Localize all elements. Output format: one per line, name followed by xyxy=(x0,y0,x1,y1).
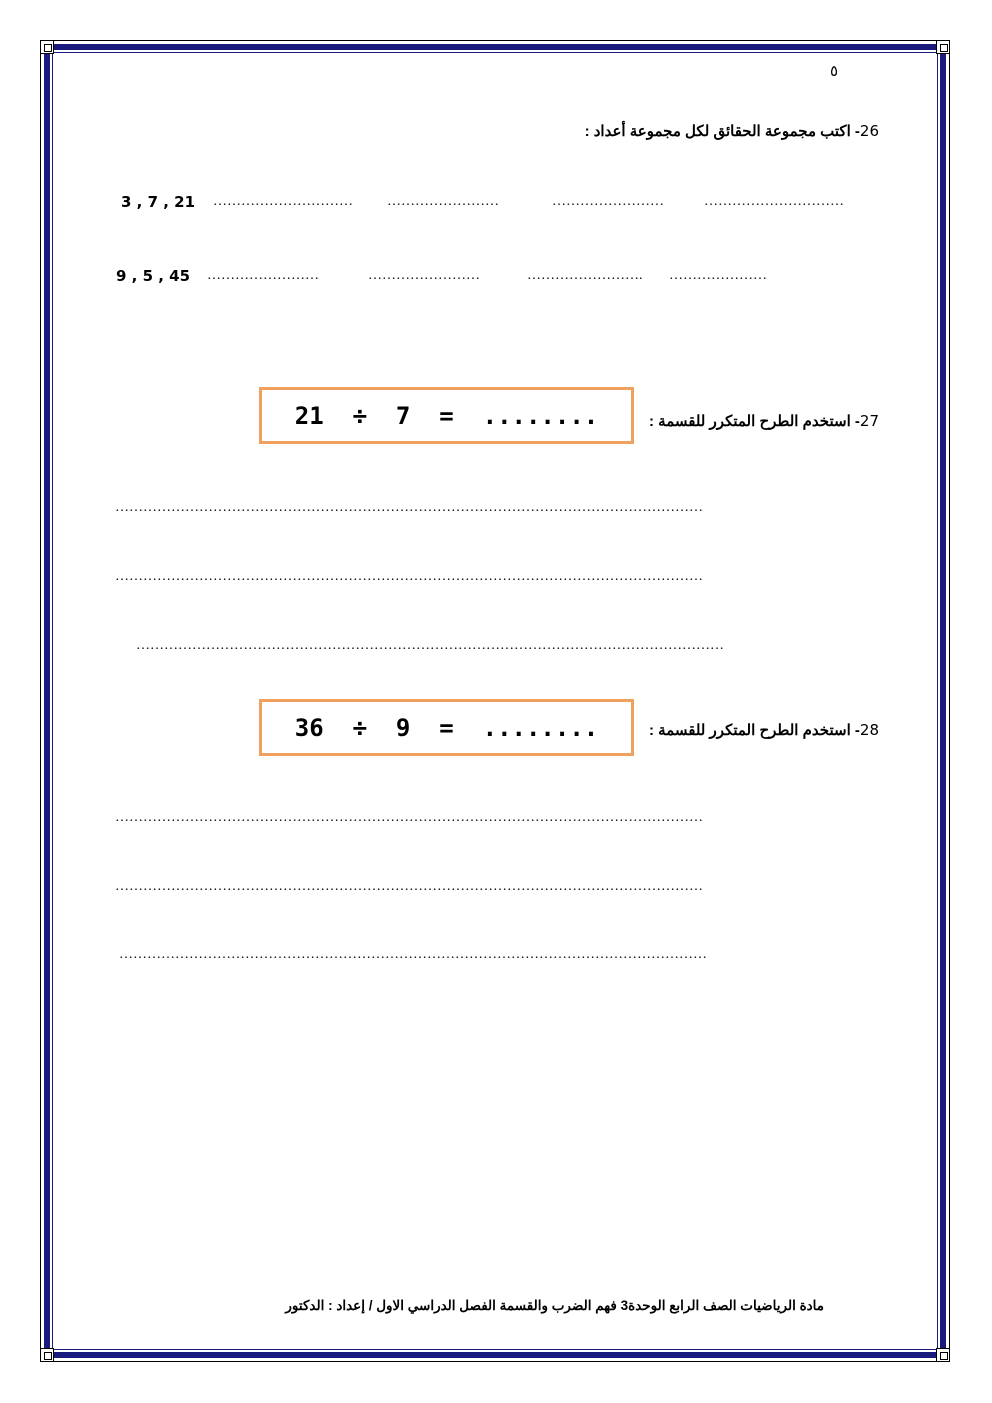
question-number: 27 xyxy=(859,412,879,430)
answer-blank[interactable]: ………………………… xyxy=(213,194,353,209)
equation: 21 ÷ 7 = ........ xyxy=(294,401,599,430)
corner-ornament xyxy=(936,40,950,54)
question-27-title: 27- استخدم الطرح المتكرر للقسمة : xyxy=(649,412,879,430)
answer-blank[interactable]: ……………………. xyxy=(527,268,643,283)
answer-line[interactable]: ……………………………………………………………………………………………………………… xyxy=(115,569,703,584)
answer-blank[interactable]: …………………… xyxy=(387,194,499,209)
answer-blank[interactable]: …………………… xyxy=(207,268,319,283)
question-number: 28 xyxy=(859,721,879,739)
question-text: استخدم الطرح المتكرر للقسمة : xyxy=(649,413,851,430)
answer-blank[interactable]: …………………… xyxy=(552,194,664,209)
answer-line[interactable]: ……………………………………………………………………………………………………………… xyxy=(119,947,707,962)
question-number: 26 xyxy=(859,122,879,140)
answer-line[interactable]: ……………………………………………………………………………………………………………… xyxy=(115,500,703,515)
number-set-2: 9 , 5 , 45 xyxy=(116,267,191,285)
corner-ornament xyxy=(936,1348,950,1362)
answer-blank[interactable]: ………………………… xyxy=(704,194,844,209)
answer-blank[interactable]: ………………… xyxy=(669,268,767,283)
page-number: ٥ xyxy=(830,62,839,80)
question-26-title: 26- اكتب مجموعة الحقائق لكل مجموعة أعداد : xyxy=(584,122,879,140)
question-text: استخدم الطرح المتكرر للقسمة : xyxy=(649,722,851,739)
question-text: اكتب مجموعة الحقائق لكل مجموعة أعداد : xyxy=(584,123,851,140)
footer: مادة الرياضيات الصف الرابع الوحدة3 فهم الضرب والقسمة الفصل الدراسي الاول / إعداد : الدكتور xyxy=(285,1298,824,1313)
corner-ornament xyxy=(40,1348,54,1362)
question-28-title: 28- استخدم الطرح المتكرر للقسمة : xyxy=(649,721,879,739)
answer-line[interactable]: ……………………………………………………………………………………………………………… xyxy=(115,810,703,825)
answer-line[interactable]: ……………………………………………………………………………………………………………… xyxy=(136,638,724,653)
equation-box-28 xyxy=(259,699,634,756)
corner-ornament xyxy=(40,40,54,54)
answer-blank[interactable]: …………………… xyxy=(368,268,480,283)
answer-line[interactable]: ……………………………………………………………………………………………………………… xyxy=(115,879,703,894)
equation: 36 ÷ 9 = ........ xyxy=(294,713,599,742)
equation-box-27 xyxy=(259,387,634,444)
number-set-1: 3 , 7 , 21 xyxy=(121,193,196,211)
